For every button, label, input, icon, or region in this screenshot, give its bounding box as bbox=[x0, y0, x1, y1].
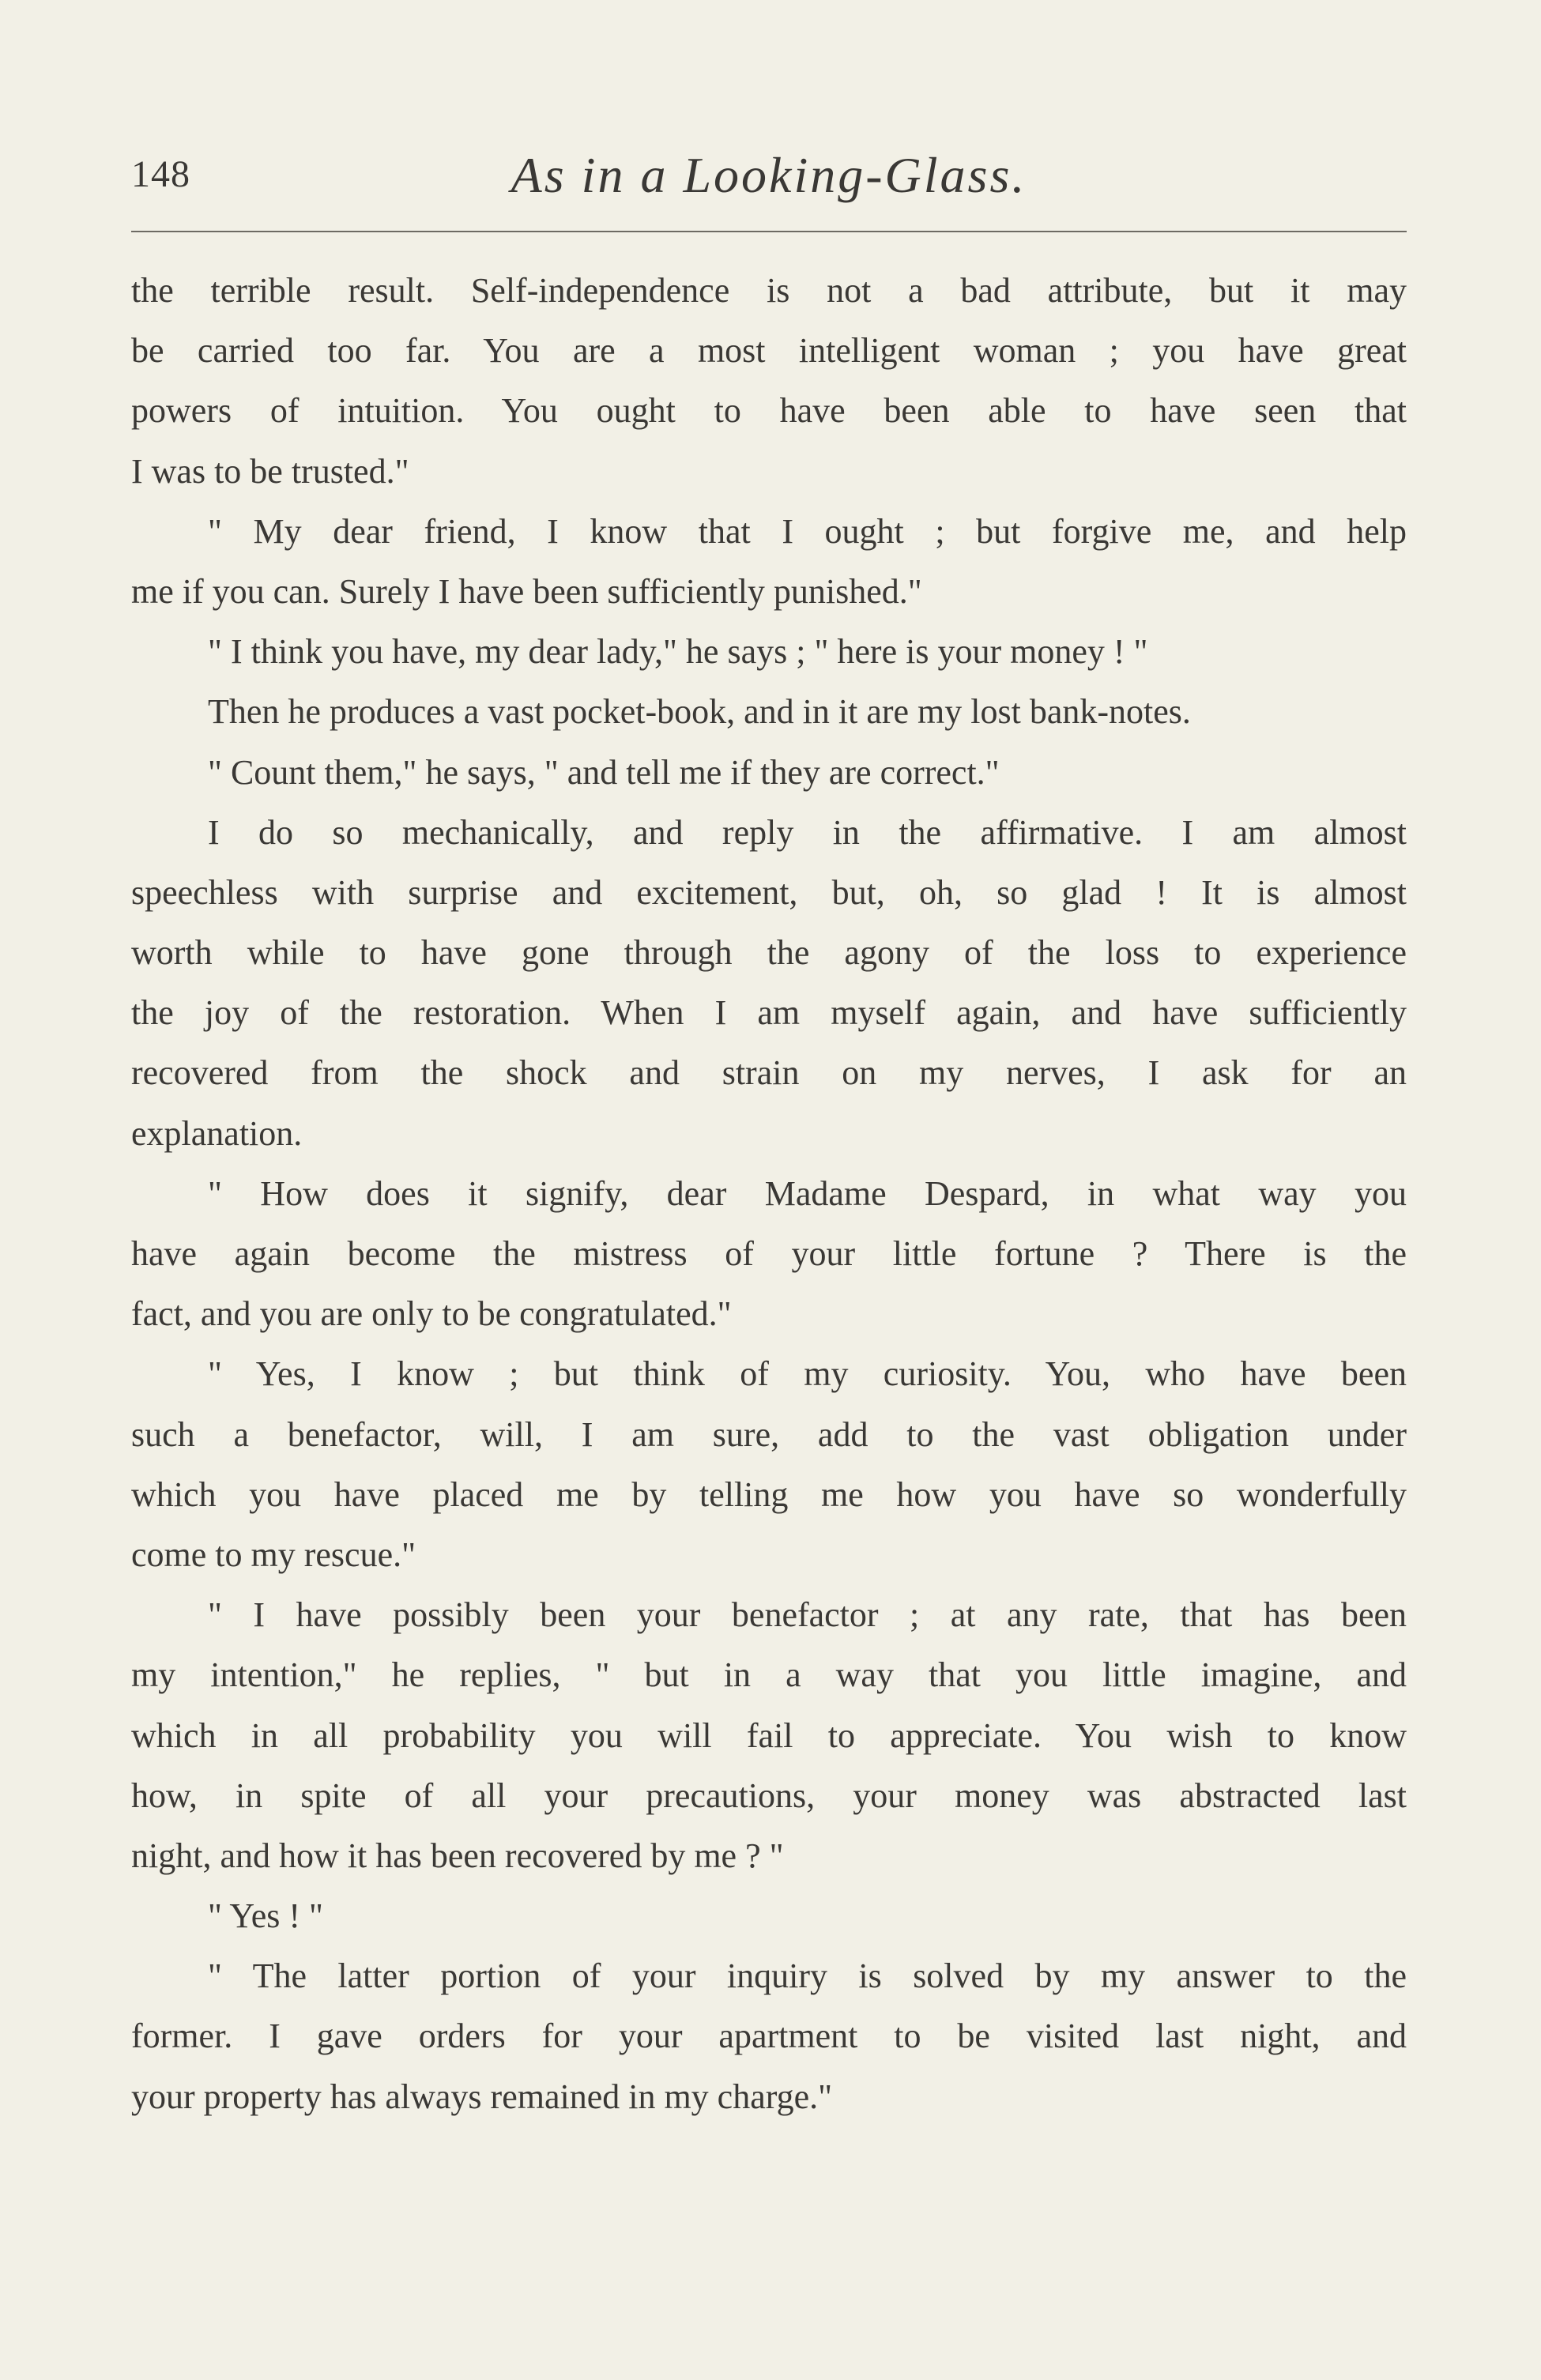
text-line: worth while to have gone through the agony of the loss to experience bbox=[131, 933, 1407, 973]
page-number: 148 bbox=[131, 153, 190, 195]
paragraph bbox=[131, 502, 1407, 622]
text-line: powers of intuition. You ought to have been able to have seen that bbox=[131, 391, 1407, 431]
text-line: fact, and you are only to be congratulated." bbox=[131, 1294, 732, 1334]
text-line: the joy of the restoration. When I am myself again, and have sufficiently bbox=[131, 993, 1407, 1033]
running-head bbox=[131, 146, 1407, 217]
text-line: which you have placed me by telling me how you have so wonderfully bbox=[131, 1474, 1407, 1514]
text-line: me if you can. Surely I have been sufficiently punished." bbox=[131, 571, 922, 611]
text-line: " I think you have, my dear lady," he says ; " here is your money ! " bbox=[208, 632, 1148, 672]
text-line: your property has always remained in my charge." bbox=[131, 2077, 833, 2116]
paragraph bbox=[131, 803, 1407, 1164]
text-line: come to my rescue." bbox=[131, 1535, 416, 1574]
text-line: the terrible result. Self-independence is not a bad attribute, but it may bbox=[131, 271, 1407, 310]
text-line: I was to be trusted." bbox=[131, 451, 409, 491]
paragraph bbox=[131, 1585, 1407, 1886]
text-line: have again become the mistress of your little fortune ? There is the bbox=[131, 1234, 1407, 1273]
text-line: speechless with surprise and excitement, but, oh, so glad ! It is almost bbox=[131, 872, 1407, 912]
text-line: " My dear friend, I know that I ought ; but forgive me, and help bbox=[208, 511, 1407, 551]
text-line: " How does it signify, dear Madame Despard, in what way you bbox=[208, 1173, 1407, 1213]
text-line: such a benefactor, will, I am sure, add to the vast obligation under bbox=[131, 1414, 1407, 1454]
text-line: I do so mechanically, and reply in the affirmative. I am almost bbox=[208, 812, 1407, 852]
text-line: " Yes, I know ; but think of my curiosity. You, who have been bbox=[208, 1354, 1407, 1394]
paragraph bbox=[131, 682, 1407, 742]
text-line: be carried too far. You are a most intelligent woman ; you have great bbox=[131, 331, 1407, 371]
paragraph bbox=[131, 1946, 1407, 2127]
text-line: " The latter portion of your inquiry is solved by my answer to the bbox=[208, 1956, 1407, 1996]
paragraph bbox=[131, 1344, 1407, 1585]
text-line: explanation. bbox=[131, 1113, 303, 1153]
paragraph bbox=[131, 743, 1407, 803]
paragraph bbox=[131, 1164, 1407, 1345]
text-line: " I have possibly been your benefactor ; at any rate, that has been bbox=[208, 1595, 1407, 1635]
text-line: former. I gave orders for your apartment to be visited last night, and bbox=[131, 2017, 1407, 2056]
running-title: As in a Looking-Glass. bbox=[511, 147, 1027, 203]
paragraph bbox=[131, 1886, 1407, 1946]
text-line: night, and how it has been recovered by me ? " bbox=[131, 1836, 784, 1875]
text-line: how, in spite of all your precautions, your money was abstracted last bbox=[131, 1776, 1407, 1815]
paragraph bbox=[131, 261, 1407, 502]
text-line: Then he produces a vast pocket-book, and in it are my lost bank-notes. bbox=[208, 692, 1191, 732]
text-line: which in all probability you will fail to appreciate. You wish to know bbox=[131, 1715, 1407, 1755]
text-line: " Yes ! " bbox=[208, 1896, 323, 1936]
header-rule bbox=[131, 231, 1407, 232]
text-line: " Count them," he says, " and tell me if they are correct." bbox=[208, 752, 1000, 792]
text-line: my intention," he replies, " but in a way that you little imagine, and bbox=[131, 1655, 1407, 1695]
body-text bbox=[131, 261, 1407, 2127]
text-line: recovered from the shock and strain on my nerves, I ask for an bbox=[131, 1053, 1407, 1093]
paragraph bbox=[131, 622, 1407, 682]
